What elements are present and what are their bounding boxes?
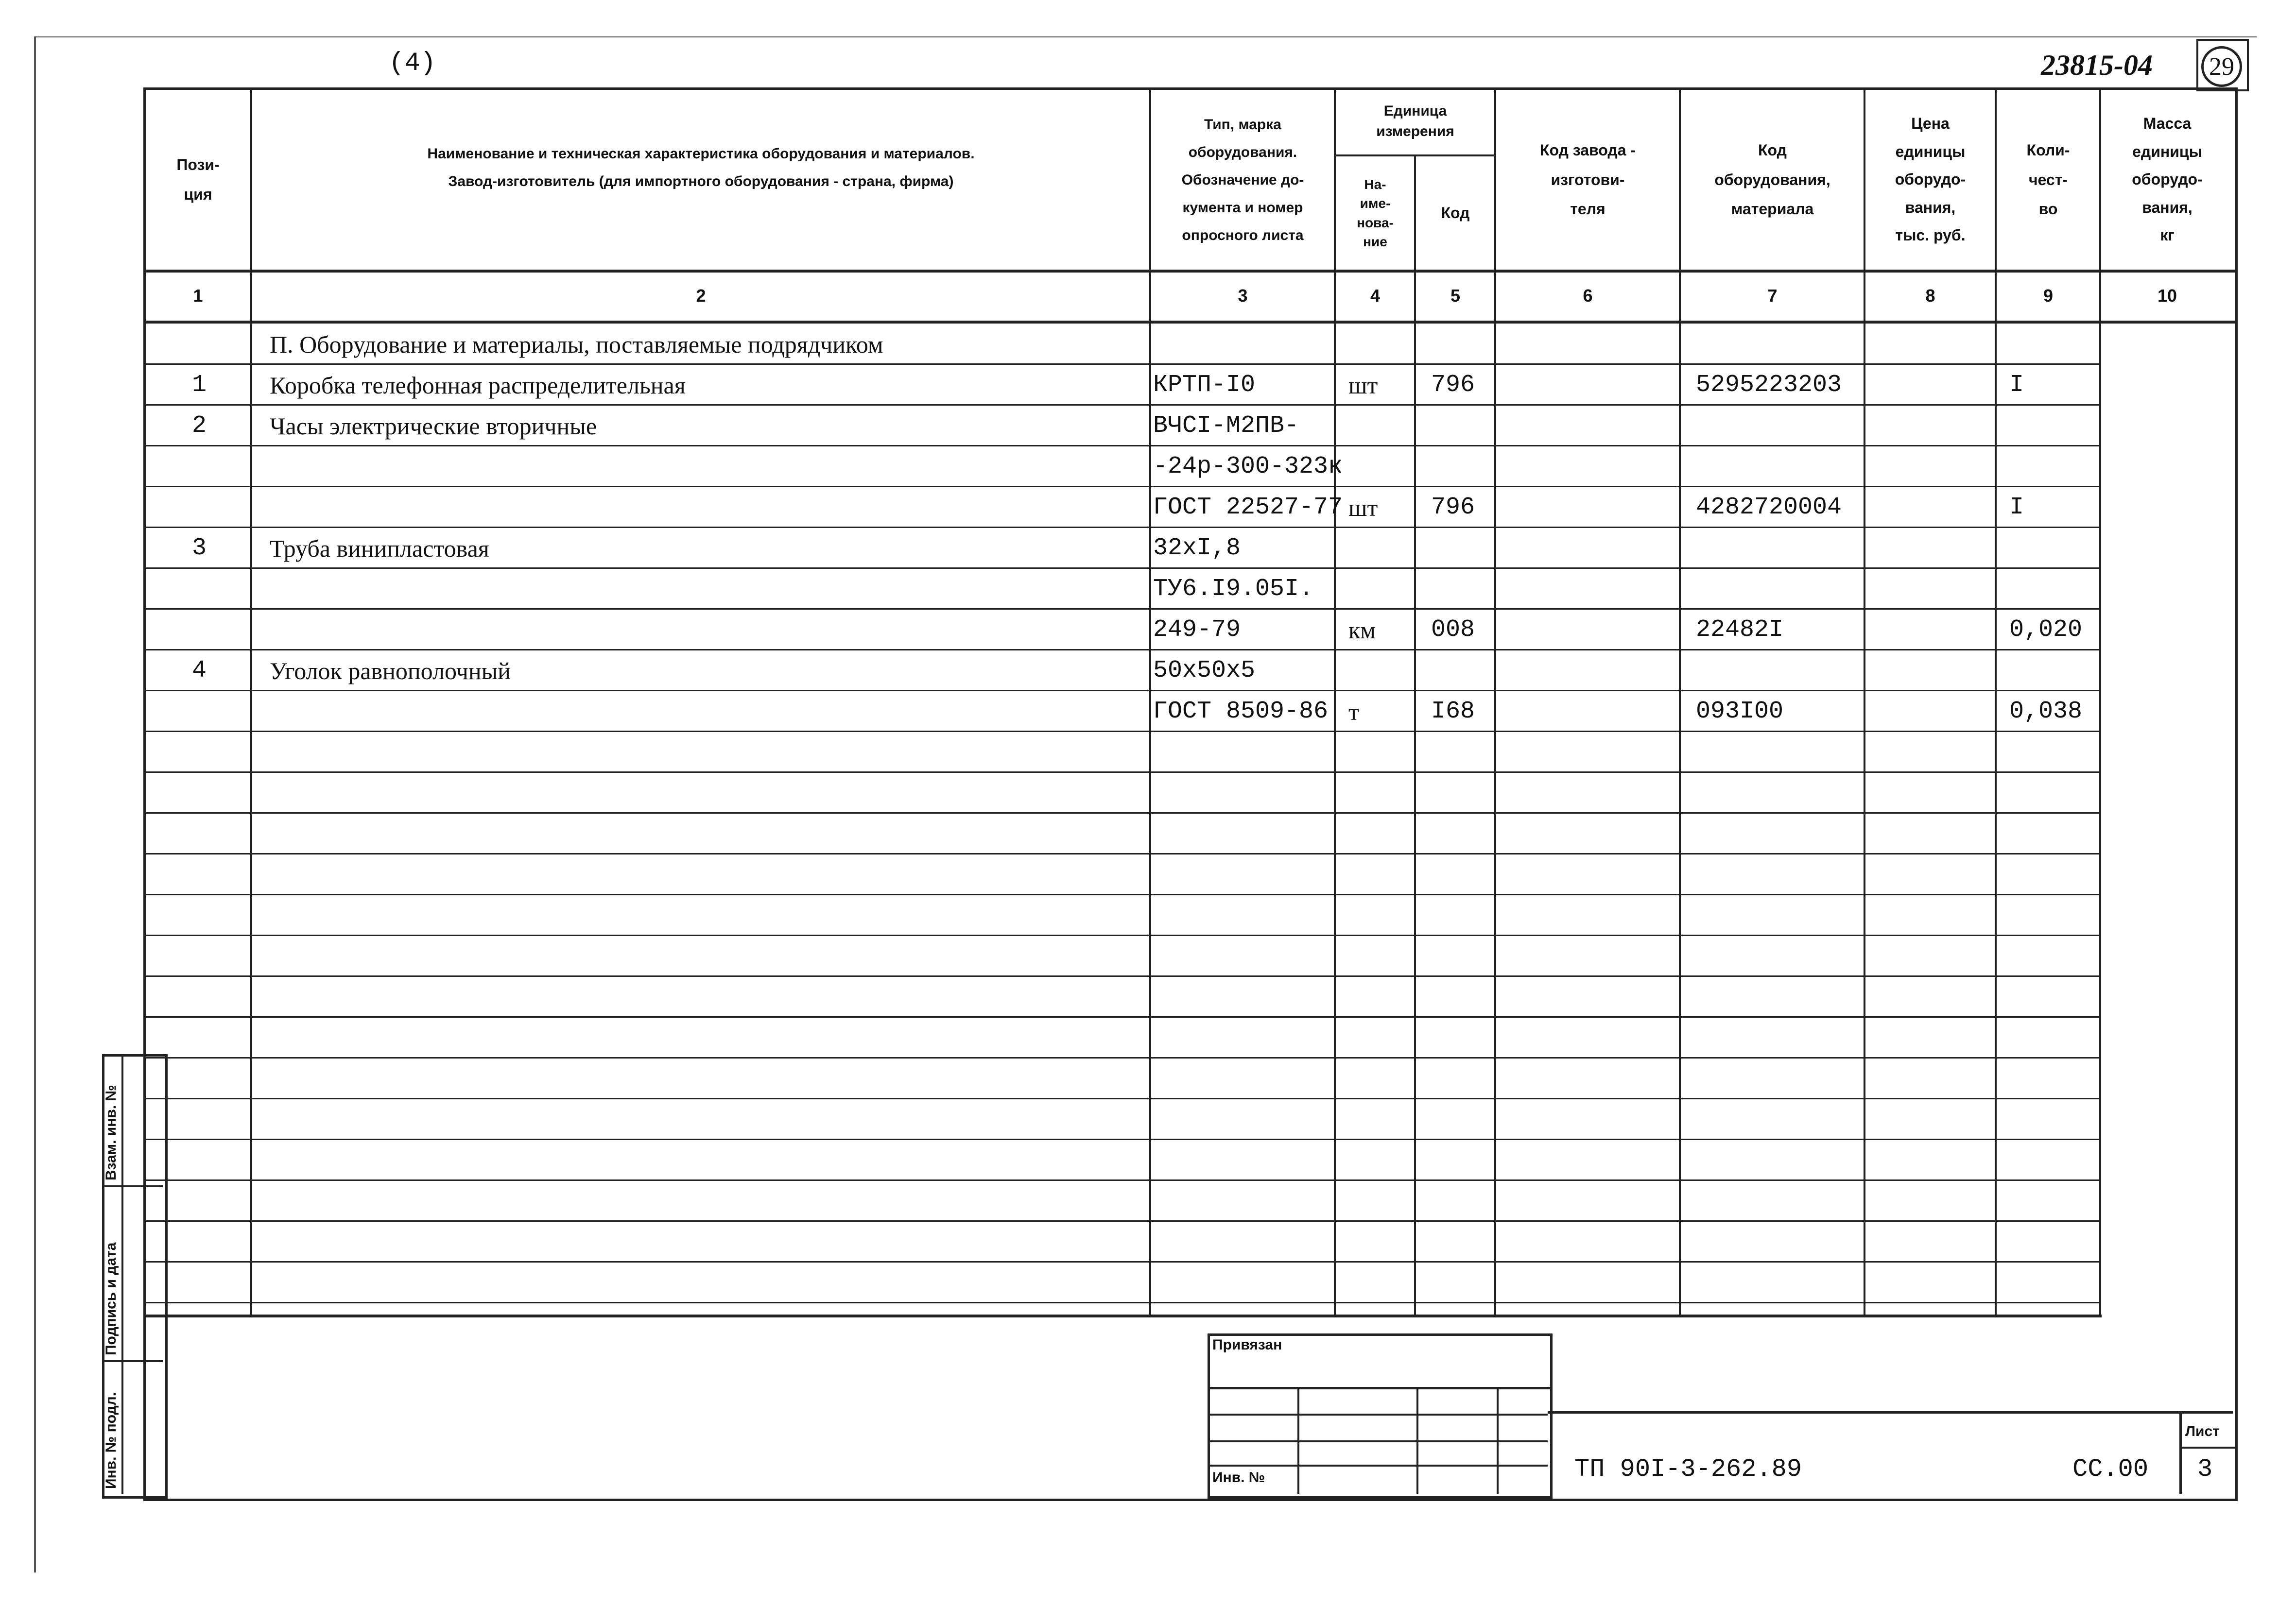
col-num-2: 2 xyxy=(696,286,706,306)
col-num-3: 3 xyxy=(1238,286,1248,306)
cell-type: 50х50х5 xyxy=(1153,657,1256,684)
row-divider xyxy=(146,1220,2099,1222)
side-label-signature-date: Подпись и дата xyxy=(103,1242,119,1355)
row-divider xyxy=(146,608,2099,610)
col-num-9: 9 xyxy=(2043,286,2054,306)
cell-code: 008 xyxy=(1431,616,1475,644)
sheet-marker: (4) xyxy=(389,49,436,78)
cell-qty: I xyxy=(2009,371,2024,399)
row-divider xyxy=(146,1098,2099,1099)
col-header-equip-code: Код оборудования, материала xyxy=(1714,141,1830,218)
row-divider xyxy=(146,731,2099,732)
row-divider xyxy=(146,1179,2099,1181)
header-bottom-line xyxy=(143,270,2235,273)
doc-number: 23815-04 xyxy=(2041,49,2153,81)
col-header-price: Цена единицы оборудо- вания, тыс. руб. xyxy=(1895,115,1966,244)
cell-pos: 1 xyxy=(191,371,207,399)
row-divider xyxy=(146,894,2099,895)
cell-name: Часы электрические вторичные xyxy=(270,412,597,440)
row-divider xyxy=(146,527,2099,528)
cell-unit: км xyxy=(1348,616,1376,644)
col-header-unit-code: Код xyxy=(1441,204,1470,222)
cell-type: ВЧСI-М2ПВ- xyxy=(1153,412,1299,440)
col-line xyxy=(1414,155,1416,1316)
row-divider xyxy=(146,935,2099,936)
col-num-1: 1 xyxy=(193,286,203,306)
side-stamp-hline xyxy=(102,1185,163,1187)
cell-pos: 3 xyxy=(191,534,207,562)
cell-pos: 4 xyxy=(191,657,207,684)
col-num-10: 10 xyxy=(2157,286,2177,306)
side-label-inv-podl: Инв. № подл. xyxy=(103,1392,119,1489)
cell-code: 796 xyxy=(1431,371,1475,399)
cell-qty: I xyxy=(2009,494,2024,521)
cell-equip-code: 093I00 xyxy=(1696,698,1784,725)
cell-equip-code: 22482I xyxy=(1696,616,1784,644)
row-divider xyxy=(146,771,2099,773)
col-line xyxy=(1864,87,1865,1316)
col-line xyxy=(1494,87,1496,1316)
cell-type: ГОСТ 8509-86 xyxy=(1153,698,1329,725)
stamp-attached-label: Привязан xyxy=(1212,1337,1282,1353)
col-line xyxy=(1679,87,1681,1316)
row-divider xyxy=(146,404,2099,406)
cell-qty: 0,020 xyxy=(2009,616,2083,644)
cell-qty: 0,038 xyxy=(2009,698,2083,725)
cell-unit: шт xyxy=(1348,494,1378,521)
col-num-4: 4 xyxy=(1370,286,1381,306)
col-header-position: Пози- ция xyxy=(176,156,220,203)
side-label-vzam-inv: Взам. инв. № xyxy=(103,1085,119,1180)
stamp-vline xyxy=(1297,1387,1299,1494)
row-divider xyxy=(146,445,2099,446)
cell-equip-code: 4282720004 xyxy=(1696,494,1842,521)
row-divider xyxy=(146,853,2099,854)
cell-type: ТУ6.I9.05I. xyxy=(1153,575,1314,603)
col-num-5: 5 xyxy=(1450,286,1461,306)
col-header-unit-name: На- име- нова- ние xyxy=(1357,177,1394,249)
side-stamp-vline xyxy=(121,1054,123,1494)
cell-pos: 2 xyxy=(191,412,207,440)
stamp-line xyxy=(1208,1387,1550,1389)
stamp-vline xyxy=(1497,1387,1499,1494)
row-divider xyxy=(146,363,2099,365)
col-line xyxy=(1995,87,1997,1316)
cell-type: 249-79 xyxy=(1153,616,1241,644)
unit-group-header: Единица измерения xyxy=(1376,103,1454,139)
col-line xyxy=(2099,87,2101,1316)
row-divider xyxy=(146,975,2099,977)
cell-type: ГОСТ 22527-77 xyxy=(1153,494,1343,521)
cell-name: Коробка телефонная распределительная xyxy=(270,372,686,399)
cell-code: 796 xyxy=(1431,494,1475,521)
numrow-bottom-line xyxy=(143,321,2235,324)
col-num-8: 8 xyxy=(1925,286,1935,306)
row-divider xyxy=(146,812,2099,814)
stamp-sheet-label: Лист xyxy=(2185,1423,2220,1439)
col-line xyxy=(1149,87,1151,1316)
row-divider xyxy=(146,1016,2099,1018)
cell-code: I68 xyxy=(1431,698,1475,725)
cell-equip-code: 5295223203 xyxy=(1696,371,1842,399)
stamp-section: СС.00 xyxy=(2072,1455,2149,1484)
col-num-7: 7 xyxy=(1767,286,1778,306)
row-divider xyxy=(146,567,2099,569)
table-bottom-line xyxy=(143,1315,2102,1317)
stamp-inv-label: Инв. № xyxy=(1212,1469,1265,1486)
row-divider xyxy=(146,1057,2099,1059)
col-header-type: Тип, марка оборудования. Обозначение до- кумента и номер опросного листа xyxy=(1181,116,1304,243)
page-number: 29 xyxy=(2209,52,2234,81)
row-divider xyxy=(146,1261,2099,1263)
col-header-qty: Коли- чест- во xyxy=(2026,141,2070,218)
stamp-vline xyxy=(1416,1387,1418,1494)
row-divider xyxy=(146,1139,2099,1140)
col-line xyxy=(250,87,252,1316)
row-divider xyxy=(146,1302,2099,1303)
cell-unit: шт xyxy=(1348,372,1378,399)
side-stamp-hline xyxy=(102,1360,163,1362)
cell-type: КРТП-I0 xyxy=(1153,371,1256,399)
row-divider xyxy=(146,690,2099,691)
col-header-name: Наименование и техническая характеристика оборудования и материалов. Завод-изготовитель (для импортного оборудования - страна, фирма) xyxy=(427,146,975,189)
cell-type: -24р-300-323к xyxy=(1153,453,1343,480)
col-header-factory-code: Код завода - изготови- теля xyxy=(1539,141,1636,218)
cell-name: П. Оборудование и материалы, поставляемые подрядчиком xyxy=(270,331,883,358)
row-divider xyxy=(146,649,2099,650)
stamp-sheet-line xyxy=(2179,1447,2235,1449)
cell-unit: т xyxy=(1348,698,1359,725)
cell-name: Уголок равнополочный xyxy=(270,657,511,684)
col-num-6: 6 xyxy=(1583,286,1593,306)
row-divider xyxy=(146,486,2099,487)
col-line xyxy=(1334,87,1336,1316)
col-header-mass: Масса единицы оборудо- вания, кг xyxy=(2132,115,2203,244)
stamp-sheet-number: 3 xyxy=(2197,1455,2213,1484)
cell-type: 32хI,8 xyxy=(1153,534,1241,562)
cell-name: Труба винипластовая xyxy=(270,535,489,562)
stamp-doc-code: ТП 90I-3-262.89 xyxy=(1574,1455,1802,1484)
